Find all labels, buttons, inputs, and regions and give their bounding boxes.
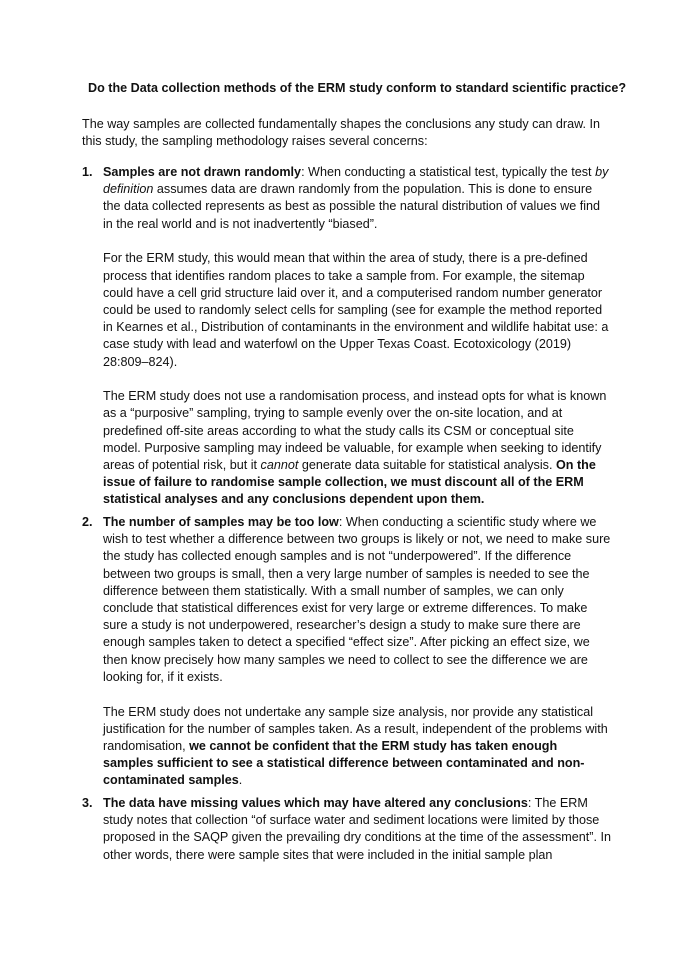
italic-text: cannot [260,458,299,473]
text-run: assumes data are drawn randomly from the population. This is done to ensure the data collected represents as best as possible the natural distribution of values we find in the real world and is not inadvertently “biased”. [103,182,601,231]
intro-paragraph: The way samples are collected fundamentally shapes the conclusions any study can draw. In this study, the sampling methodology raises several concerns: [82,117,601,149]
item1-paragraph-2: For the ERM study, this would mean that within the area of study, there is a pre-defined process that identifies random places to take a sample from. For example, the sitemap could have a cell grid structure laid over it, and a computerised random number generator could be used to randomly select cells for sampling (see for example the method reported in Kearnes et al., Distribution of contaminants in the environment and wildlife habitat use: a case study with lead and waterfowl on the Upper Texas Coast. Ecotoxicology (2019) 28:809–824). [103,251,609,369]
italic-text: by definition [103,165,609,197]
text-run: The ERM study does not undertake any sample size analysis, nor provide any statistical justification for the number of samples taken. As a result, independent of the problems with randomisation, [103,704,608,753]
item-title: Samples are not drawn randomly [103,165,302,179]
item-title: The data have missing values which may have altered any conclusions [103,796,528,810]
text-run: : When conducting a statistical test, typically the test [301,165,596,179]
text-run: The ERM study does not use a randomisation process, and instead opts for what is known as a “purposive” sampling, trying to sample evenly over the on-site location, and at predefined off-site areas according to what the study calls its CSM or conceptual site model. Purposive sampling may indeed be valuable, for example when seeking to identify areas of potential risk, but it [103,389,607,473]
bold-conclusion: we cannot be confident that the ERM study has taken enough samples sufficient to see a statistical difference between contaminated and non-contaminated samples [103,738,585,788]
text-run: . [238,773,243,788]
text-run: : When conducting a scientific study where we wish to test whether a difference between two groups is likely or not, we need to make sure the study has collected enough samples and is not “underpowered”. If the difference between two groups is small, then a very large number of samples is needed to see the difference between them statistically. With a small number of samples, we can only conclude that statistical differences exist for very large or extreme differences. To make sure a study is not underpowered, researcher’s design a study to make sure there are enough samples taken to detect a specified “effect size”. After picking an effect size, we then know precisely how many samples we need to collect to see the difference we are looking for, if it exists. [103,515,611,684]
text-run: : The ERM study notes that collection “of surface water and sediment locations were limited by those proposed in the SAQP given the prevailing dry conditions at the time of the assessment”. In other words, there were sample sites that were included in the initial sample plan [103,796,611,862]
list-item-number: 1. [82,165,93,179]
bold-conclusion: On the issue of failure to randomise sample collection, we must discount all of the ERM statistical analyses and any conclusions dependent upon them. [103,458,596,507]
list-item-number: 2. [82,515,93,529]
list-item-body [103,514,611,790]
list-item-body [103,164,611,509]
item2-paragraph-1 [103,514,611,686]
list-item-body [103,795,611,864]
document-heading: Do the Data collection methods of the ERM study conform to standard scientific practice? [88,81,627,95]
text-run: generate data suitable for statistical analysis. [298,458,556,473]
item2-paragraph-2 [103,704,611,790]
item1-paragraph-3 [103,388,611,508]
list-item-number: 3. [82,796,93,810]
item3-paragraph-1 [103,795,611,864]
item1-paragraph-1 [103,164,611,233]
item-title: The number of samples may be too low [103,515,339,529]
